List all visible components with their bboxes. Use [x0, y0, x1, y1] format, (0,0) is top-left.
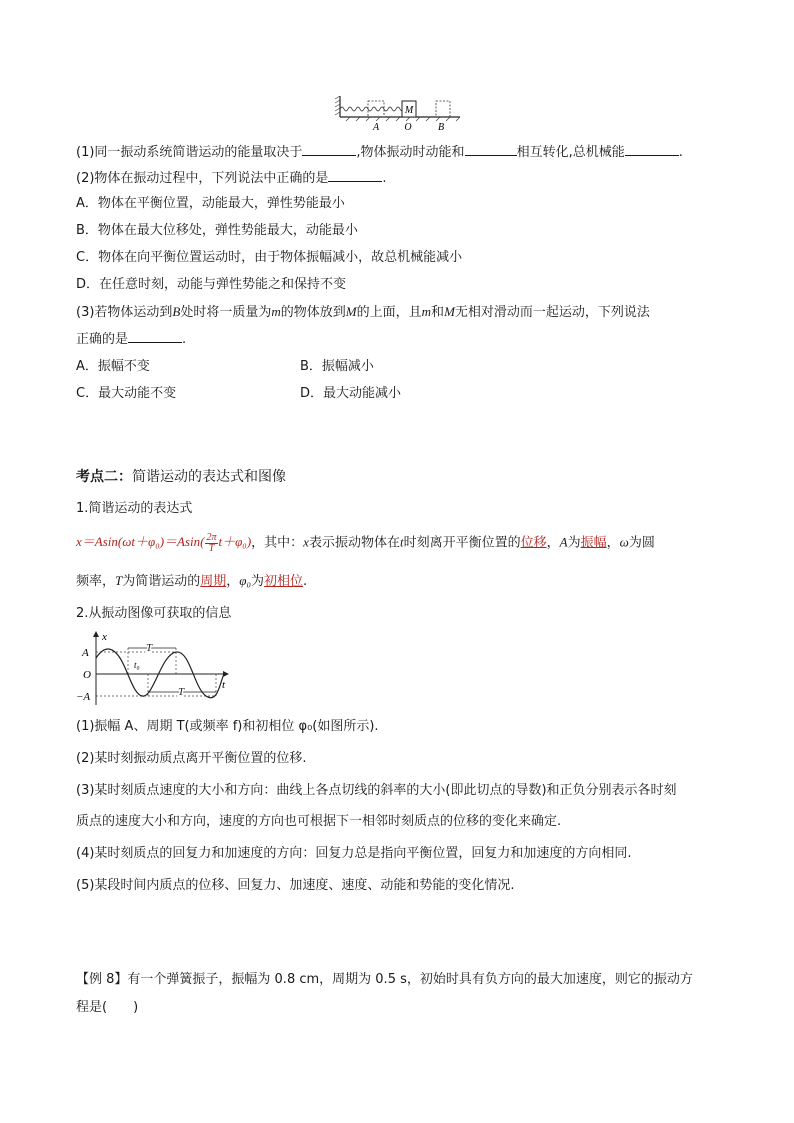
item-2-point-2: (2)某时刻振动质点离开平衡位置的位移. [76, 751, 307, 766]
q2-option-a: A．物体在平衡位置，动能最大，弹性势能最小 [76, 196, 345, 211]
item-2-point-4: (4)某时刻质点的回复力和加速度的方向：回复力总是指向平衡位置，回复力和加速度的方向相同. [76, 846, 632, 861]
item-1-heading: 1.简谐运动的表达式 [76, 501, 193, 516]
item-2-point-5: (5)某段时间内质点的位移、回复力、加速度、速度、动能和势能的变化情况. [76, 878, 515, 893]
item-1-formula-line-2: 频率，T为简谐运动的周期，φ₀为初相位. [76, 573, 308, 589]
question-1: (1)同一振动系统简谐运动的能量取决于 ,物体振动时动能和 相互转化,总机械能 . [76, 145, 683, 160]
vibration-graph [76, 628, 236, 708]
q2-option-c: C．物体在向平衡位置运动时，由于物体振幅减小，故总机械能减小 [76, 250, 463, 265]
item-2-point-3-cont: 质点的速度大小和方向，速度的方向也可根据下一相邻时刻质点的位移的变化来确定. [76, 814, 562, 829]
example-8: 【例 8】有一个弹簧振子，振幅为 0.8 cm，周期为 0.5 s，初始时具有负方向的最大加速度，则它的振动方 [76, 972, 693, 987]
item-2-point-3: (3)某时刻质点速度的大小和方向：曲线上各点切线的斜率的大小(即此切点的导数)和正负分别表示各时刻 [76, 783, 677, 798]
q3-option-d: D．最大动能减小 [300, 386, 402, 401]
graph-label-t0: t₀ [134, 660, 140, 670]
q3-option-b: B．振幅减小 [300, 359, 374, 374]
item-1-formula-line: x＝Asin(ωt＋φ₀)＝Asin( $\frac{2\pi}{T}$ t＋φ₀)，其中：x表示振动物体在t时刻离开平衡位置的位移，A为振幅，ω为圆 [76, 532, 655, 554]
label-b: B [437, 122, 445, 133]
graph-period-bottom: T [178, 686, 185, 698]
label-o: O [404, 122, 412, 133]
example-8-cont: 程是( ) [76, 1000, 139, 1015]
spring-oscillator-figure [330, 96, 470, 134]
question-3-stem: (3)若物体运动到B处时将一质量为m的物体放到M的上面，且m和M无相对滑动而一起运动，下列说法 [76, 304, 650, 320]
graph-label-a: A [82, 647, 89, 659]
section-heading: 考点二：简谐运动的表达式和图像 [76, 469, 286, 485]
item-2-heading: 2.从振动图像可获取的信息 [76, 606, 232, 621]
graph-label-o: O [83, 669, 91, 681]
label-a: A [372, 122, 380, 133]
question-3-stem-cont: 正确的是 . [76, 332, 187, 347]
graph-label-neg-a: −A [76, 691, 91, 703]
mass-label: M [404, 105, 414, 116]
q3-option-c: C．最大动能不变 [76, 386, 177, 401]
graph-label-t: t [222, 679, 226, 691]
q2-option-b: B．物体在最大位移处，弹性势能最大，动能最小 [76, 223, 358, 238]
formula: x＝Asin(ωt＋φ₀)＝Asin( $\frac{2\pi}{T}$ t＋φ₀) [76, 532, 252, 554]
graph-label-x: x [102, 631, 107, 643]
item-2-point-1: (1)振幅 A、周期 T(或频率 f)和初相位 φ₀(如图所示). [76, 719, 379, 734]
q2-option-d: D．在任意时刻，动能与弹性势能之和保持不变 [76, 277, 347, 292]
question-2-stem: (2)物体在振动过程中，下列说法中正确的是 . [76, 171, 387, 186]
q3-option-a: A．振幅不变 [76, 359, 150, 374]
graph-period-top: T [146, 642, 153, 654]
